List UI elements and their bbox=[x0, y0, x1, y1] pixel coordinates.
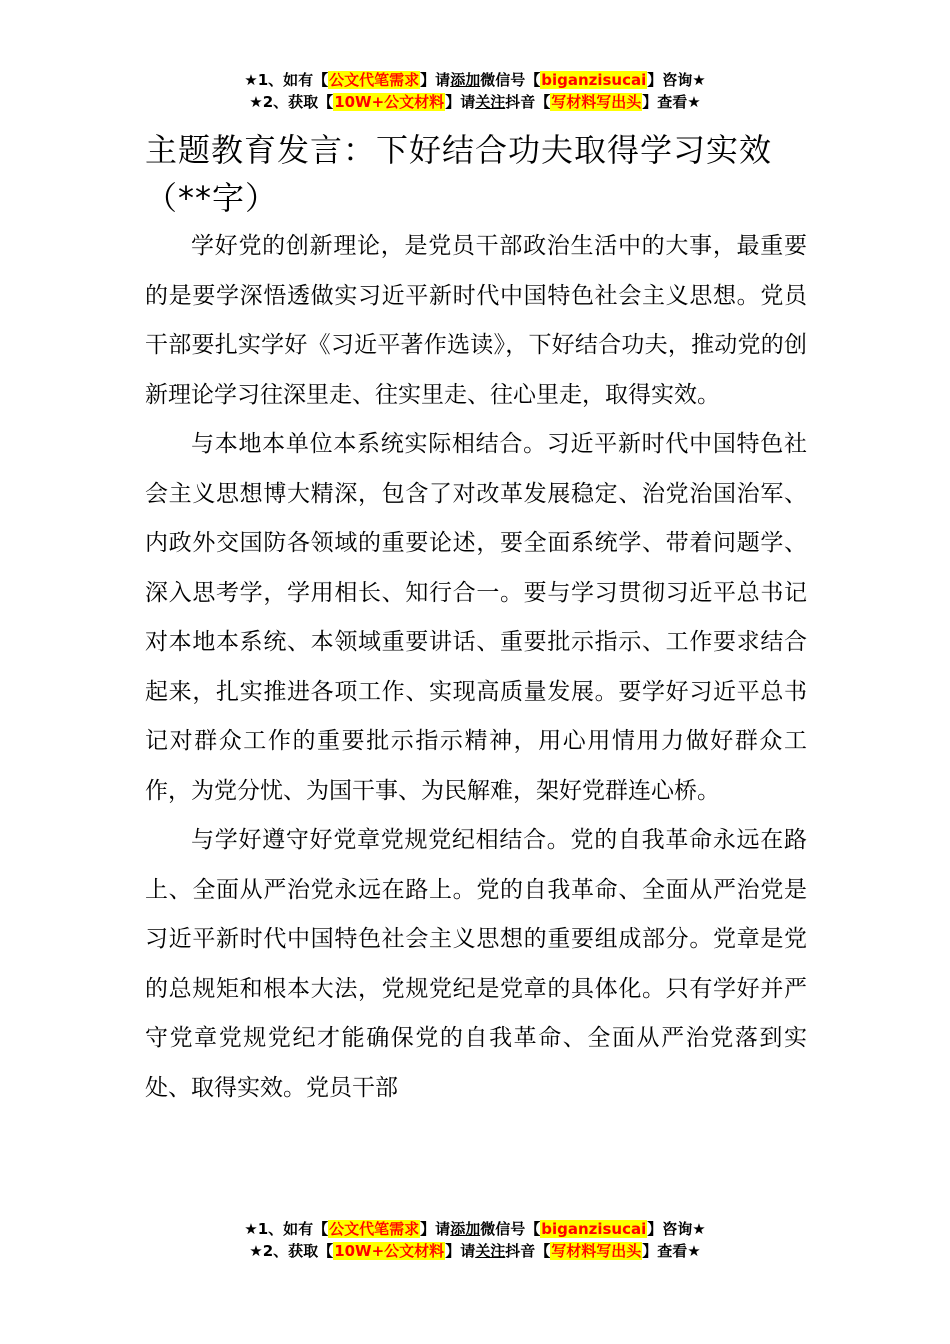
promo-highlight: 10W+公文材料 bbox=[334, 93, 445, 111]
promo-highlight: 公文代笔需求 bbox=[329, 1220, 420, 1238]
promo-text: ★1、如有【 bbox=[244, 71, 329, 89]
body-paragraph: 与学好遵守好党章党规党纪相结合。党的自我革命永远在路上、全面从严治党永远在路上。党的自我革命、全面从严治党是习近平新时代中国特色社会主义思想的重要组成部分。党章是党的总规矩和根本大法，党规党纪是党章的具体化。只有学好并严守党章党规党纪才能确保党的自我革命、全面从严治党落到实处、取得实效。党员干部 bbox=[145, 827, 807, 1101]
promo-underlined-text: 关注 bbox=[475, 93, 506, 111]
promo-text: 】查看★ bbox=[642, 93, 701, 111]
promo-line-1 bbox=[0, 69, 950, 91]
promo-highlight: biganzisucai bbox=[541, 1220, 647, 1238]
promo-text: 】请 bbox=[445, 1242, 476, 1260]
promo-text: 】查看★ bbox=[642, 1242, 701, 1260]
promo-text: ★1、如有【 bbox=[244, 1220, 329, 1238]
header-promo-banner bbox=[0, 69, 950, 113]
body-paragraph: 学好党的创新理论，是党员干部政治生活中的大事，最重要的是要学深悟透做实习近平新时代中国特色社会主义思想。党员干部要扎实学好《习近平著作选读》，下好结合功夫，推动党的创新理论学习往深里走、往实里走、往心里走，取得实效。 bbox=[145, 233, 807, 408]
promo-line-2 bbox=[0, 91, 950, 113]
promo-text: 】请 bbox=[420, 71, 451, 89]
promo-text: 微信号【 bbox=[480, 71, 541, 89]
promo-text: 微信号【 bbox=[480, 1220, 541, 1238]
promo-text: ★2、获取【 bbox=[249, 1242, 334, 1260]
promo-text: 】请 bbox=[445, 93, 476, 111]
promo-text: 】咨询★ bbox=[647, 1220, 706, 1238]
promo-text: 】咨询★ bbox=[647, 71, 706, 89]
footer-promo-banner bbox=[0, 1218, 950, 1262]
promo-line-1 bbox=[0, 1218, 950, 1240]
promo-text: 抖音【 bbox=[505, 93, 551, 111]
promo-highlight: 写材料写出头 bbox=[551, 93, 642, 111]
promo-line-2 bbox=[0, 1240, 950, 1262]
promo-underlined-text: 关注 bbox=[475, 1242, 506, 1260]
promo-text: 抖音【 bbox=[505, 1242, 551, 1260]
promo-highlight: 10W+公文材料 bbox=[334, 1242, 445, 1260]
body-paragraph: 与本地本单位本系统实际相结合。习近平新时代中国特色社会主义思想博大精深，包含了对改革发展稳定、治党治国治军、内政外交国防各领域的重要论述，要全面系统学、带着问题学、深入思考学，学用相长、知行合一。要与学习贯彻习近平总书记对本地本系统、本领域重要讲话、重要批示指示、工作要求结合起来，扎实推进各项工作、实现高质量发展。要学好习近平总书记对群众工作的重要批示指示精神，用心用情用力做好群众工作，为党分忧、为国干事、为民解难，架好党群连心桥。 bbox=[145, 431, 807, 804]
document-title: 主题教育发言：下好结合功夫取得学习实效（**字） bbox=[145, 131, 773, 217]
promo-underlined-text: 添加 bbox=[450, 71, 481, 89]
promo-text: 】请 bbox=[420, 1220, 451, 1238]
document-body bbox=[145, 222, 807, 1113]
promo-highlight: 写材料写出头 bbox=[551, 1242, 642, 1260]
promo-highlight: biganzisucai bbox=[541, 71, 647, 89]
promo-highlight: 公文代笔需求 bbox=[329, 71, 420, 89]
promo-text: ★2、获取【 bbox=[249, 93, 334, 111]
promo-underlined-text: 添加 bbox=[450, 1220, 481, 1238]
